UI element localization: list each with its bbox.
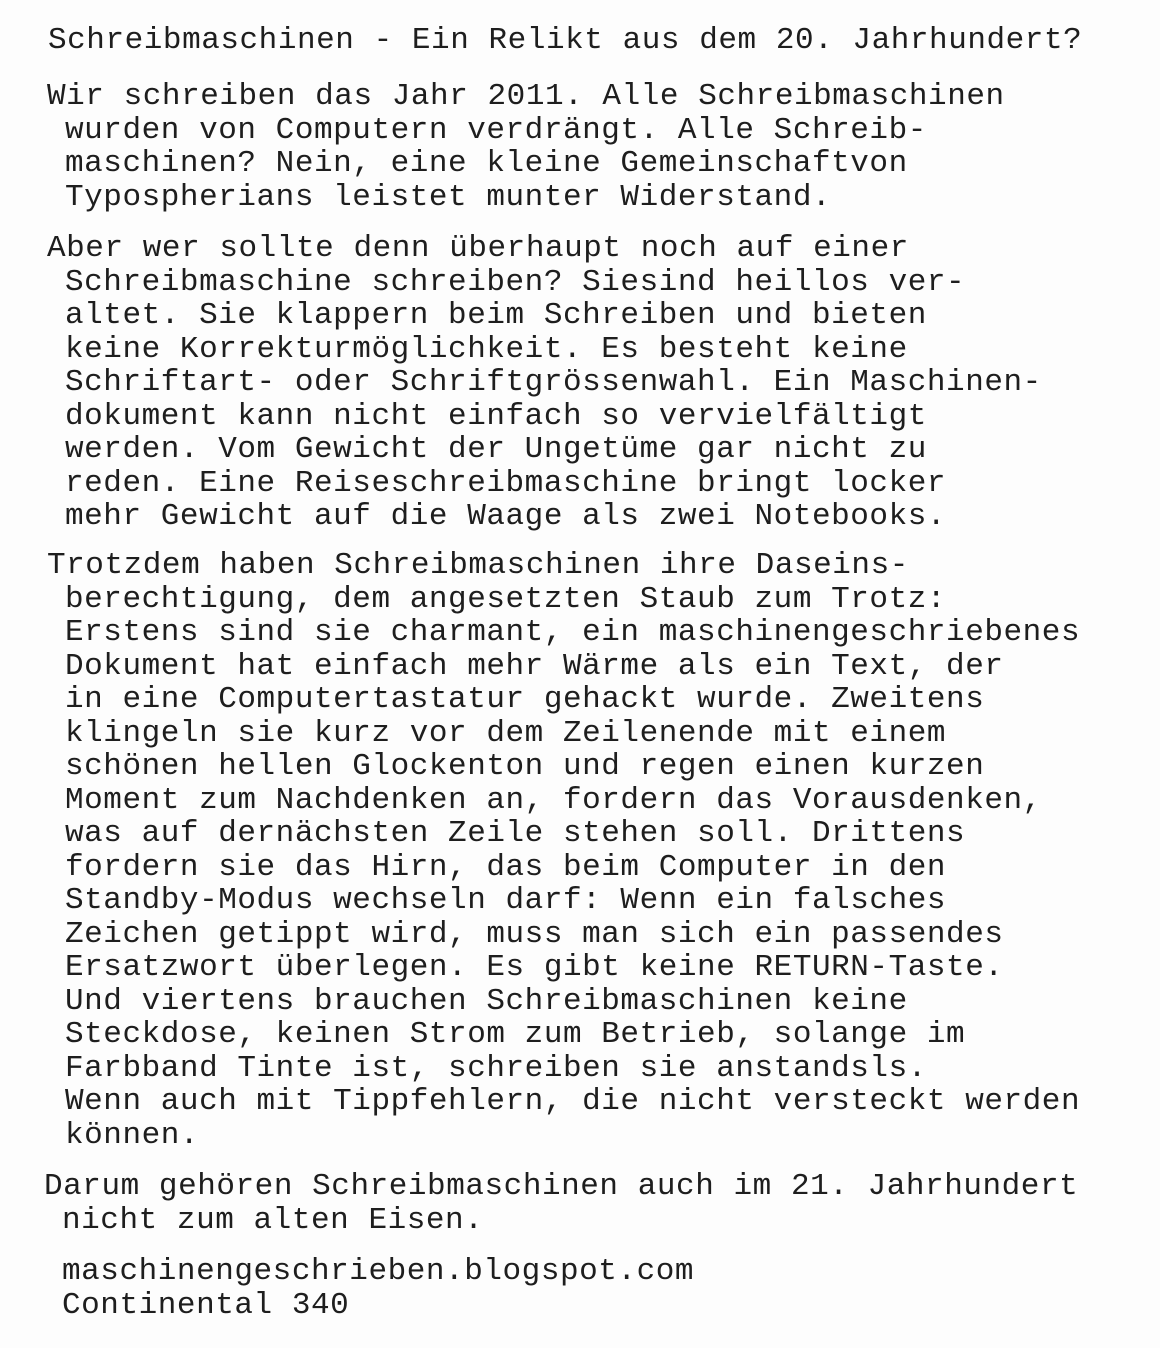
blog-url: maschinengeschrieben.blogspot.com: [62, 1254, 695, 1289]
text-line: dokument kann nicht einfach so vervielfältigt: [65, 398, 927, 434]
text-line: schönen hellen Glockenton und regen einen kurzen: [65, 749, 985, 784]
text-line: Und viertens brauchen Schreibmaschinen keine: [65, 983, 908, 1019]
text-line: Steckdose, keinen Strom zum Betrieb, solange im: [65, 1017, 966, 1052]
text-line: Wir schreiben das Jahr 2011. Alle Schreibmaschinen: [47, 79, 1005, 114]
text-line: Standby-Modus wechseln darf: Wenn ein falsches: [65, 883, 947, 918]
text-line: werden. Vom Gewicht der Ungetüme gar nicht zu: [65, 432, 927, 467]
text-line: Moment zum Nachdenken an, fordern das Vorausdenken,: [65, 782, 1042, 818]
text-line: mehr Gewicht auf die Waage als zwei Notebooks.: [65, 499, 947, 534]
text-line: Darum gehören Schreibmaschinen auch im 21. Jahrhundert: [44, 1169, 1079, 1204]
text-line: Aber wer sollte denn überhaupt noch auf einer: [47, 231, 909, 266]
paragraph-drawbacks: [47, 232, 1042, 534]
text-line: in eine Computertastatur gehackt wurde. Zweitens: [65, 682, 985, 717]
text-line: können.: [65, 1117, 200, 1153]
text-line: was auf dernächsten Zeile stehen soll. Drittens: [65, 816, 966, 851]
text-line: Typospherians leistet munter Widerstand.: [65, 179, 832, 215]
typewriter-model: Continental 340: [62, 1287, 350, 1323]
text-line: Schreibmaschine schreiben? Siesind heillos ver-: [65, 264, 966, 300]
text-line: klingeln sie kurz vor dem Zeilenende mit einem: [65, 715, 947, 751]
paragraph-conclusion: [44, 1170, 1078, 1237]
text-line: keine Korrekturmöglichkeit. Es besteht keine: [65, 331, 908, 367]
paragraph-intro: [47, 80, 1005, 214]
text-line: fordern sie das Hirn, das beim Computer in den: [65, 849, 947, 885]
text-line: Dokument hat einfach mehr Wärme als ein Text, der: [65, 648, 1004, 684]
text-line: Ersatzwort überlegen. Es gibt keine RETURN-Taste.: [65, 950, 1004, 985]
text-line: Schriftart- oder Schriftgrössenwahl. Ein Maschinen-: [65, 365, 1042, 400]
text-line: Farbband Tinte ist, schreiben sie anstandsls.: [65, 1050, 927, 1086]
text-line: reden. Eine Reiseschreibmaschine bringt locker: [65, 465, 947, 501]
document-footer: [62, 1255, 694, 1322]
text-line: wurden von Computern verdrängt. Alle Schreib-: [65, 112, 927, 148]
text-line: Wenn auch mit Tippfehlern, die nicht versteckt werden: [65, 1084, 1081, 1119]
text-line: maschinen? Nein, eine kleine Gemeinschaftvon: [65, 146, 908, 181]
paragraph-advantages: [47, 549, 1080, 1152]
text-line: altet. Sie klappern beim Schreiben und bieten: [65, 298, 927, 333]
document-title: Schreibmaschinen - Ein Relikt aus dem 20. Jahrhundert?: [48, 23, 1083, 58]
text-line: nicht zum alten Eisen.: [62, 1202, 484, 1238]
text-line: berechtigung, dem angesetzten Staub zum Trotz:: [65, 581, 947, 617]
text-line: Trotzdem haben Schreibmaschinen ihre Daseins-: [47, 548, 909, 583]
text-line: Zeichen getippt wird, muss man sich ein passendes: [65, 916, 1004, 952]
text-line: Erstens sind sie charmant, ein maschinengeschriebenes: [65, 615, 1081, 650]
